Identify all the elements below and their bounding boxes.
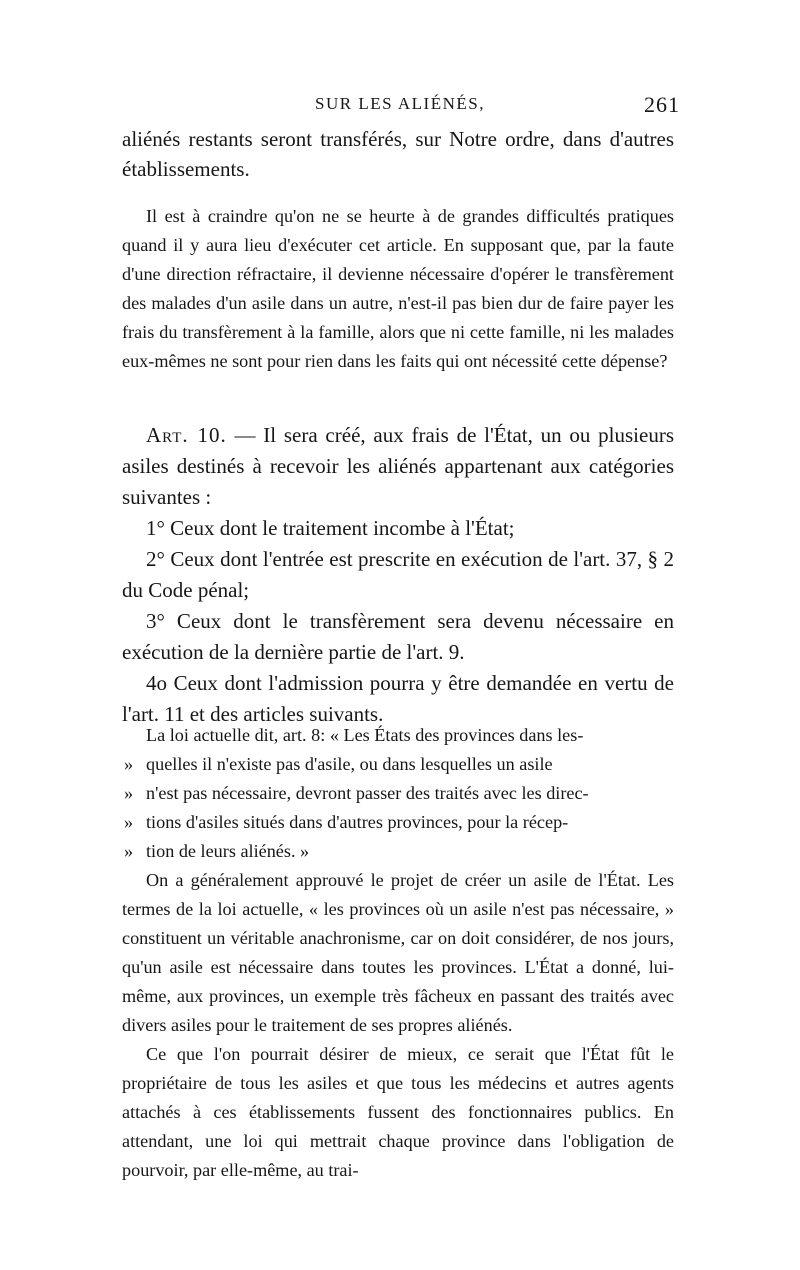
quote-line: » tion de leurs aliénés. » [122, 837, 674, 866]
quote-marker: » [124, 812, 134, 832]
article-item-3: 3° Ceux dont le transfèrement sera devenu nécessaire en exécution de la dernière partie de l'art. 9. [122, 609, 674, 664]
article-item-2: 2° Ceux dont l'entrée est prescrite en exécution de l'art. 37, § 2 du Code pénal; [122, 547, 674, 602]
article-intro: — Il sera créé, aux frais de l'État, un ou plusieurs asiles destinés à recevoir les aliénés appartenant aux catégories suivantes : [122, 423, 675, 509]
quote-line: La loi actuelle dit, art. 8: « Les États des provinces dans les- [146, 725, 584, 745]
commentary-paragraph-1 [122, 202, 674, 376]
article-label: Art. 10. [146, 423, 227, 447]
commentary-section-2 [122, 721, 674, 1185]
quote-line: » quelles il n'existe pas d'asile, ou dans lesquelles un asile [122, 750, 674, 779]
quote-line: » tions d'asiles situés dans d'autres provinces, pour la récep- [122, 808, 674, 837]
quoted-law-block [122, 721, 674, 866]
article-item-4: 4o Ceux dont l'admission pourra y être demandée en vertu de l'art. 11 et des articles suivants. [122, 671, 674, 726]
running-title: SUR LES ALIÉNÉS, [315, 94, 485, 113]
law-text-continuation: aliénés restants seront transférés, sur Notre ordre, dans d'autres établissements. [122, 127, 674, 181]
quote-marker: » [124, 783, 134, 803]
quote-marker: » [124, 841, 134, 861]
page-number: 261 [644, 92, 680, 117]
article-item-1: 1° Ceux dont le traitement incombe à l'État; [146, 516, 515, 540]
commentary-text: Il est à craindre qu'on ne se heurte à de grandes difficultés pratiques quand il y aura lieu d'exécuter cet article. En supposant que, par la faute d'une direction réfractaire, il devienne nécessaire d'opérer le transfèrement des malades d'un asile dans un autre, n'est-il pas bien dur de faire payer les frais du transfèrement à la famille, alors que ni cette famille, ni les malades eux-mêmes ne sont pour rien dans les faits qui ont nécessité cette dépense? [122, 206, 674, 371]
commentary-paragraph-3: Ce que l'on pourrait désirer de mieux, ce serait que l'État fût le propriétaire de tous les asiles et que tous les médecins et autres agents attachés à ces établissements fussent des fonctionnaires publics. En attendant, une loi qui mettrait chaque province dans l'obligation de pourvoir, par elle-même, au trai- [122, 1044, 674, 1180]
article-10 [122, 420, 674, 730]
commentary-paragraph-2: On a généralement approuvé le projet de créer un asile de l'État. Les termes de la loi actuelle, « les provinces où un asile n'est pas nécessaire, » constituent un véritable anachronisme, car on doit considérer, de nos jours, qu'un asile est nécessaire dans toutes les provinces. L'État a donné, lui-même, aux provinces, un exemple très fâcheux en passant des traités avec divers asiles pour le traitement de ses propres aliénés. [122, 870, 674, 1035]
quote-marker: » [124, 754, 134, 774]
article-intro-paragraph [122, 420, 674, 513]
running-header [120, 92, 680, 120]
quote-line: » n'est pas nécessaire, devront passer des traités avec les direc- [122, 779, 674, 808]
